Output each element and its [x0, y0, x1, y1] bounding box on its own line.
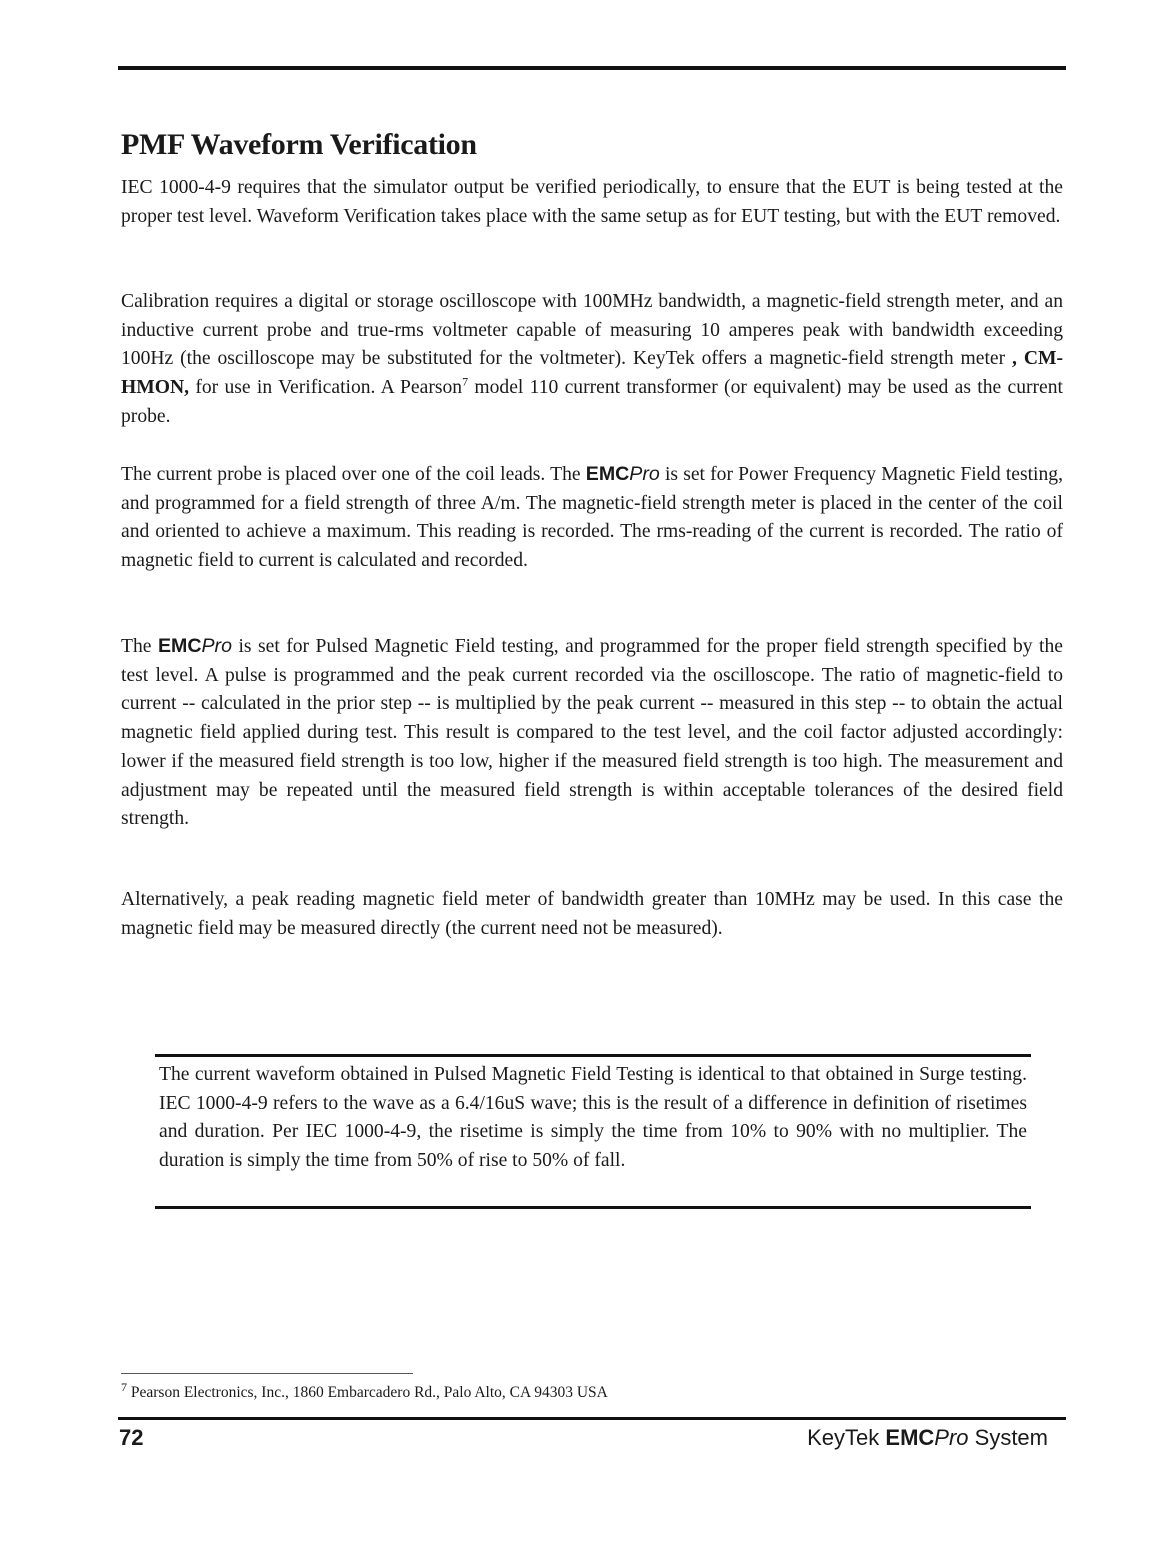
- header-rule: [118, 66, 1066, 70]
- paragraph-pulsed-procedure: The EMCPro is set for Pulsed Magnetic Field testing, and programmed for the proper field strength specified by the test level. A pulse is programmed and the peak current recorded via the oscilloscope. The ratio of magnetic-field to current -- calculated in the prior step -- is multiplied by the peak current -- measured in this step -- to obtain the actual magnetic field applied during test. This result is compared to the test level, and the coil factor adjusted accordingly: lower if the measured field strength is too low, higher if the measured field strength is too high. The measurement and adjustment may be repeated until the measured field strength is within acceptable tolerances of the desired field strength.: [121, 635, 1063, 830]
- footnote-rule: [121, 1373, 413, 1374]
- footer-rule: [118, 1417, 1066, 1420]
- paragraph-calibration: Calibration requires a digital or storage oscilloscope with 100MHz bandwidth, a magnetic-field strength meter, and an inductive current probe and true-rms voltmeter capable of measuring 10 amperes peak with bandwidth exceeding 100Hz (the oscilloscope may be substituted for the voltmeter). KeyTek offers a magnetic-field strength meter , CM-HMON, for use in Verification. A Pearson$^7$ model 110 current transformer (or equivalent) may be used as the current probe.: [121, 291, 1063, 427]
- cm-hmon-product: , CM-HMON,: [121, 348, 1063, 399]
- note-top-rule: [155, 1054, 1031, 1057]
- footnote: $^7$ Pearson Electronics, Inc., 1860 Embarcadero Rd., Palo Alto, CA 94303 USA: [121, 1379, 608, 1401]
- section-heading: PMF Waveform Verification: [121, 128, 477, 161]
- paragraph-intro: IEC 1000-4-9 requires that the simulator output be verified periodically, to ensure that the EUT is being tested at the proper test level. Waveform Verification takes place with the same setup as for EUT testing, but with the EUT removed.: [121, 177, 1063, 227]
- emcpro-brand: EMCPro: [157, 635, 232, 657]
- note-box: The current waveform obtained in Pulsed Magnetic Field Testing is identical to that obtained in Surge testing. IEC 1000-4-9 refers to the wave as a 6.4/16uS wave; this is the result of a difference in definition of risetimes and duration. Per IEC 1000-4-9, the risetime is simply the time from 10% to 90% with no multiplier. The duration is simply the time from 50% of rise to 50% of fall.: [159, 1064, 1027, 1172]
- note-bottom-rule: [155, 1206, 1031, 1209]
- footnote-ref[interactable]: 7: [462, 374, 469, 389]
- paragraph-pf-procedure: The current probe is placed over one of the coil leads. The EMCPro is set for Power Frequency Magnetic Field testing, and programmed for a field strength of three A/m. The magnetic-field strength meter is placed in the center of the coil and oriented to achieve a maximum. This reading is recorded. The rms-reading of the current is recorded. The ratio of magnetic field to current is calculated and recorded.: [121, 463, 1063, 572]
- running-footer: KeyTek EMCPro System: [807, 1425, 1048, 1450]
- paragraph-alternative: Alternatively, a peak reading magnetic field meter of bandwidth greater than 10MHz may be used. In this case the magnetic field may be measured directly (the current need not be measured).: [121, 889, 1063, 939]
- page-number: 72: [119, 1425, 144, 1450]
- emcpro-brand: EMCPro: [585, 463, 660, 485]
